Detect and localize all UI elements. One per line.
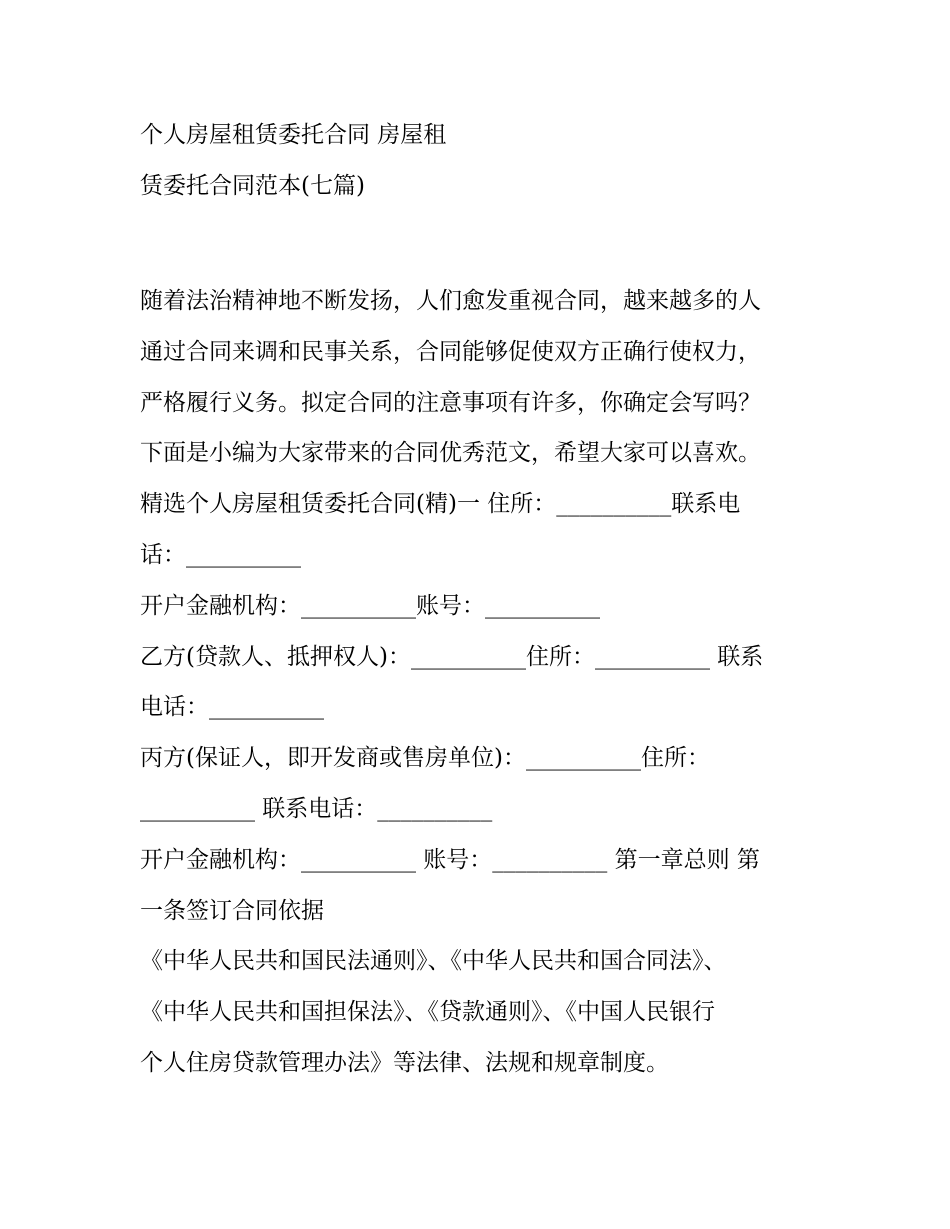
document-title — [140, 110, 820, 212]
body-line: 话：__________ — [140, 541, 301, 568]
body-line: __________ 联系电话：__________ — [140, 795, 493, 822]
body-line: 开户金融机构：__________ 账号：__________ 第一章总则 第 — [140, 846, 760, 873]
title-line: 个人房屋租赁委托合同 房屋租 — [140, 122, 447, 148]
body-line: 《中华人民共和国担保法》、《贷款通则》、《中国人民银行 — [140, 999, 715, 1026]
document-body — [140, 276, 820, 1089]
body-line: 《中华人民共和国民法通则》、《中华人民共和国合同法》、 — [140, 948, 727, 975]
body-line: 精选个人房屋租赁委托合同(精)一 住所：__________联系电 — [140, 491, 741, 518]
body-line: 随着法治精神地不断发扬，人们愈发重视合同，越来越多的人 — [140, 288, 761, 314]
title-line: 赁委托合同范本(七篇) — [140, 172, 365, 199]
body-line: 电话：__________ — [140, 694, 324, 721]
body-line: 下面是小编为大家带来的合同优秀范文，希望大家可以喜欢。 — [140, 440, 761, 467]
body-line: 一条签订合同依据 — [140, 897, 324, 924]
body-line: 个人住房贷款管理办法》等法律、法规和规章制度。 — [140, 1049, 669, 1076]
body-line: 通过合同来调和民事关系，合同能够促使双方正确行使权力， — [140, 338, 761, 365]
body-line: 开户金融机构：__________账号：__________ — [140, 592, 600, 619]
body-line: 严格履行义务。拟定合同的注意事项有许多，你确定会写吗？ — [140, 389, 761, 416]
body-line: 丙方(保证人，即开发商或售房单位)：__________住所： — [140, 745, 710, 772]
body-line: 乙方(贷款人、抵押权人)：__________住所：__________ 联系 — [140, 643, 764, 670]
